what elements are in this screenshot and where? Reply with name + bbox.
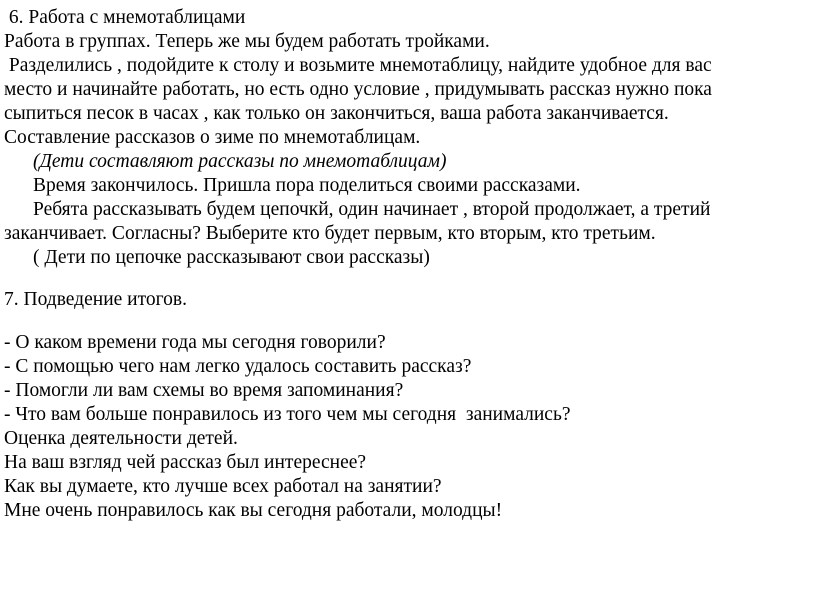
text-line: Разделились , подойдите к столу и возьмите мнемотаблицу, найдите удобное для вас — [4, 55, 712, 76]
text-line: Как вы думаете, кто лучше всех работал на занятии? — [4, 476, 442, 497]
text-line: Оценка деятельности детей. — [4, 428, 238, 449]
section-7-heading: 7. Подведение итогов. — [4, 289, 187, 310]
section-6-heading: 6. Работа с мнемотаблицами — [4, 7, 246, 28]
text-line: ( Дети по цепочке рассказывают свои рассказы) — [33, 247, 430, 268]
text-line: Ребята рассказывать будем цепочкй, один начинает , второй продолжает, а третий — [33, 199, 711, 220]
text-line: Составление рассказов о зиме по мнемотаблицам. — [4, 127, 421, 148]
text-line: Работа в группах. Теперь же мы будем работать тройками. — [4, 31, 490, 52]
text-line: сыпиться песок в часах , как только он закончиться, ваша работа заканчивается. — [4, 103, 669, 124]
italic-note: (Дети составляют рассказы по мнемотаблицам) — [33, 151, 447, 172]
text-line: место и начинайте работать, но есть одно условие , придумывать рассказ нужно пока — [4, 79, 712, 100]
question-line: - Помогли ли вам схемы во время запоминания? — [4, 380, 404, 401]
text-line: Мне очень понравилось как вы сегодня работали, молодцы! — [4, 500, 503, 521]
text-line: заканчивает. Согласны? Выберите кто будет первым, кто вторым, кто третьим. — [4, 223, 656, 244]
question-line: - С помощью чего нам легко удалось составить рассказ? — [4, 356, 472, 377]
text-line: На ваш взгляд чей рассказ был интереснее? — [4, 452, 367, 473]
question-line: - Что вам больше понравилось из того чем мы сегодня занимались? — [4, 404, 571, 425]
text-line: Время закончилось. Пришла пора поделиться своими рассказами. — [33, 175, 581, 196]
question-line: - О каком времени года мы сегодня говорили? — [4, 332, 386, 353]
